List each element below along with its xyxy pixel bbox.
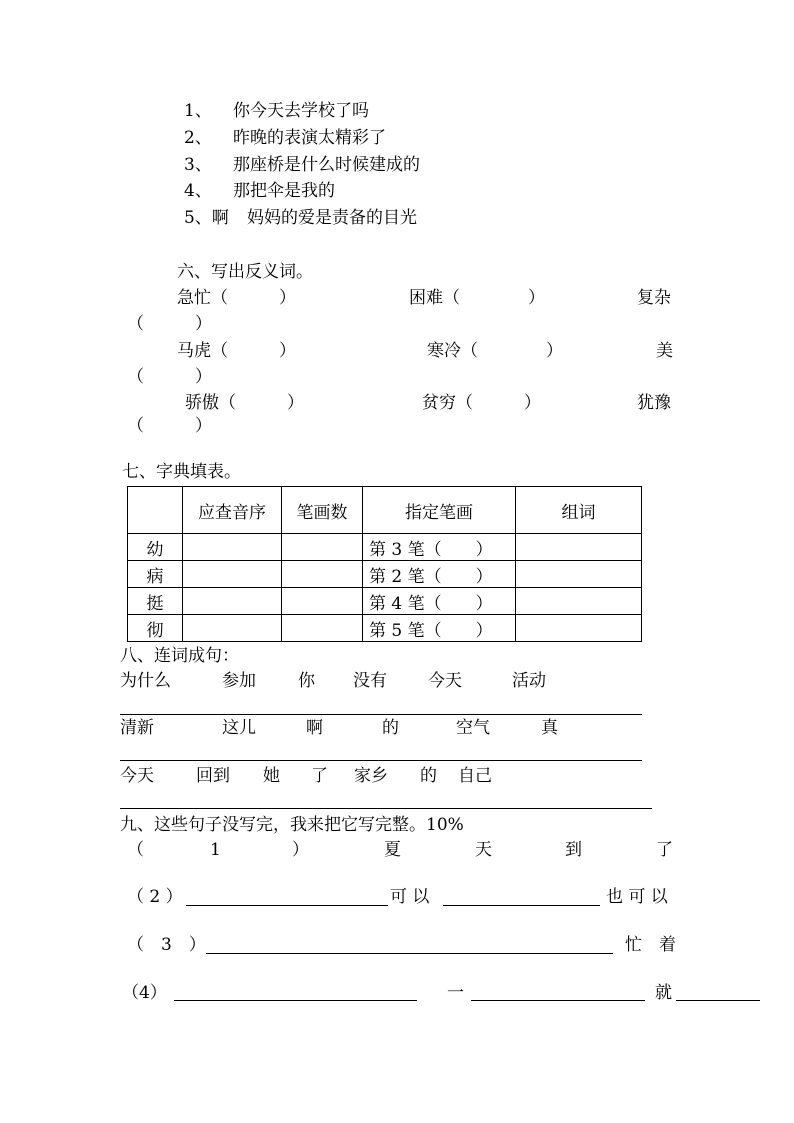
- item-number: 5、啊: [184, 208, 229, 228]
- antonym-blank: （ ）: [127, 314, 212, 334]
- antonym-item: 贫穷（ ）: [422, 393, 541, 413]
- antonym-item: 复杂: [637, 288, 671, 308]
- answer-line[interactable]: [443, 905, 600, 906]
- answer-cell[interactable]: [282, 534, 363, 561]
- char-cell: 彻: [128, 615, 183, 642]
- section-title: 七、字典填表。: [122, 462, 241, 482]
- antonym-blank: （ ）: [127, 416, 212, 436]
- table-header: 应查音序: [183, 487, 282, 534]
- answer-line[interactable]: [174, 1000, 417, 1001]
- answer-cell[interactable]: [282, 615, 363, 642]
- table-row: [128, 534, 642, 561]
- sentence-part: 可 以: [390, 887, 430, 907]
- answer-cell[interactable]: [183, 534, 282, 561]
- char-cell: 幼: [128, 534, 183, 561]
- answer-cell[interactable]: [183, 561, 282, 588]
- antonym-item: 马虎（ ）: [177, 341, 296, 361]
- word-chip: 这儿: [222, 718, 256, 738]
- sentence-part: 1: [210, 840, 221, 860]
- word-chip: 活动: [512, 671, 546, 691]
- stroke-cell: 第 4 笔（ ）: [363, 588, 516, 615]
- table-header-row: [128, 487, 642, 534]
- answer-cell[interactable]: [183, 588, 282, 615]
- item-text: 你今天去学校了吗: [233, 101, 369, 121]
- answer-cell[interactable]: [183, 615, 282, 642]
- sentence-number: （ 3 ）: [127, 935, 206, 955]
- item-number: 3、: [184, 155, 212, 175]
- item-text: 那座桥是什么时候建成的: [233, 155, 420, 175]
- stroke-cell: 第 3 笔（ ）: [363, 534, 516, 561]
- item-text: 妈妈的爱是责备的目光: [247, 208, 417, 228]
- answer-line[interactable]: [120, 714, 642, 715]
- sentence-part: 就: [655, 983, 672, 1003]
- char-cell: 挺: [128, 588, 183, 615]
- antonym-item: 美: [656, 341, 673, 361]
- answer-cell[interactable]: [282, 588, 363, 615]
- word-chip: 的: [420, 766, 437, 786]
- word-chip: 真: [541, 718, 558, 738]
- word-chip: 参加: [222, 671, 256, 691]
- word-chip: 今天: [120, 766, 154, 786]
- antonym-item: 困难（ ）: [409, 288, 545, 308]
- word-chip: 的: [382, 718, 399, 738]
- word-chip: 没有: [353, 671, 387, 691]
- table-row: [128, 588, 642, 615]
- antonym-item: 骄傲（ ）: [185, 393, 304, 413]
- answer-line[interactable]: [186, 905, 388, 906]
- sentence-part: 一: [447, 983, 464, 1003]
- table-header: 组词: [516, 487, 642, 534]
- dictionary-table: [127, 486, 642, 642]
- answer-line[interactable]: [676, 1000, 760, 1001]
- item-number: 4、: [184, 181, 212, 201]
- word-chip: 她: [263, 766, 280, 786]
- sentence-part: 也 可 以: [606, 887, 668, 907]
- answer-cell[interactable]: [516, 588, 642, 615]
- sentence-number: （4）: [122, 983, 167, 1003]
- table-header: 笔画数: [282, 487, 363, 534]
- stroke-cell: 第 2 笔（ ）: [363, 561, 516, 588]
- antonym-item: 犹豫: [637, 393, 671, 413]
- word-chip: 自己: [458, 766, 492, 786]
- antonym-item: 寒冷（ ）: [427, 341, 563, 361]
- word-chip: 回到: [196, 766, 230, 786]
- sentence-part: 到: [565, 840, 582, 860]
- stroke-cell: 第 5 笔（ ）: [363, 615, 516, 642]
- section-title: 六、写出反义词。: [177, 262, 313, 282]
- item-number: 1、: [184, 101, 212, 121]
- answer-line[interactable]: [120, 808, 652, 809]
- word-chip: 家乡: [354, 766, 388, 786]
- table-row: [128, 561, 642, 588]
- antonym-blank: （ ）: [127, 367, 212, 387]
- sentence-part: 了: [656, 840, 673, 860]
- answer-cell[interactable]: [282, 561, 363, 588]
- antonym-item: 急忙（ ）: [177, 288, 296, 308]
- word-chip: 你: [298, 671, 315, 691]
- answer-cell[interactable]: [516, 615, 642, 642]
- word-chip: 空气: [456, 718, 490, 738]
- answer-cell[interactable]: [516, 534, 642, 561]
- item-text: 昨晚的表演太精彩了: [233, 128, 386, 148]
- word-chip: 今天: [428, 671, 462, 691]
- answer-line[interactable]: [206, 953, 613, 954]
- sentence-part: （: [127, 840, 144, 860]
- table-row: [128, 615, 642, 642]
- word-chip: 啊: [306, 718, 323, 738]
- sentence-number: （ 2 ）: [127, 887, 183, 907]
- answer-cell[interactable]: [516, 561, 642, 588]
- char-cell: 病: [128, 561, 183, 588]
- word-chip: 为什么: [120, 671, 171, 691]
- table-header: 指定笔画: [363, 487, 516, 534]
- sentence-part: 天: [475, 840, 492, 860]
- sentence-part: ）: [292, 840, 309, 860]
- sentence-part: 夏: [384, 840, 401, 860]
- answer-line[interactable]: [471, 1000, 645, 1001]
- section-title: 九、这些句子没写完，我来把它写完整。10%: [120, 815, 464, 835]
- answer-line[interactable]: [120, 760, 642, 761]
- section-title: 八、连词成句：: [120, 646, 239, 666]
- table-header: [128, 487, 183, 534]
- word-chip: 了: [311, 766, 328, 786]
- sentence-part: 忙 着: [625, 935, 676, 955]
- item-number: 2、: [184, 128, 212, 148]
- word-chip: 清新: [120, 718, 154, 738]
- item-text: 那把伞是我的: [233, 181, 335, 201]
